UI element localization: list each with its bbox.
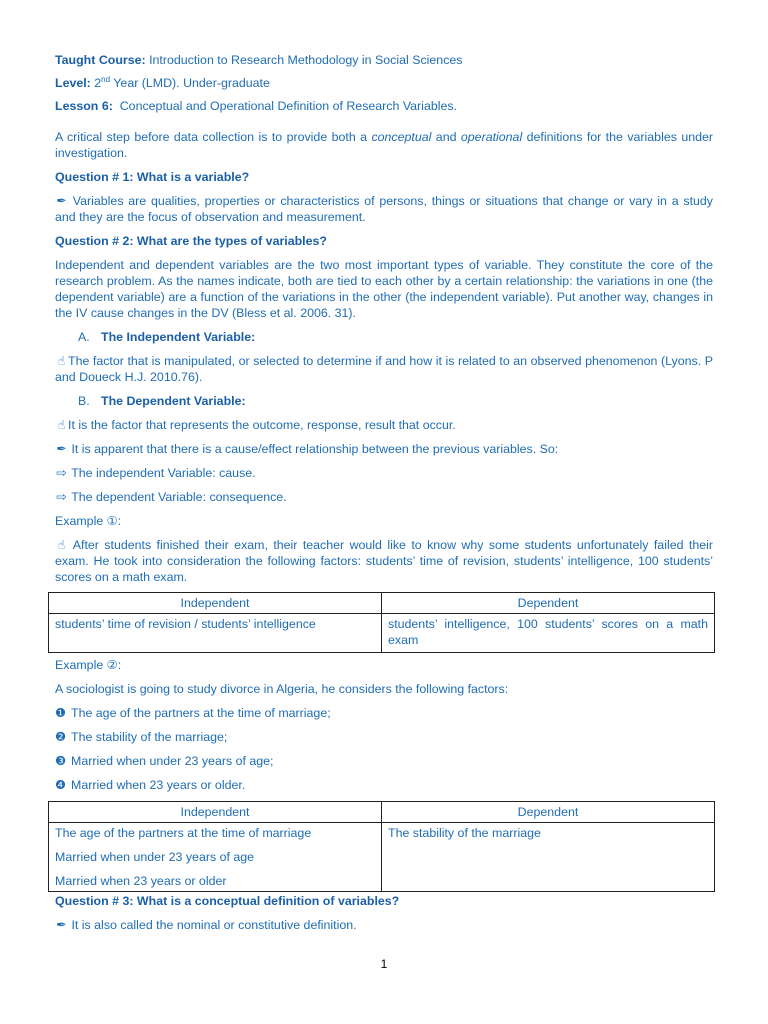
intro-text-2: and — [431, 130, 461, 144]
section-a-text-content: The factor that is manipulated, or selected to determine if and how it is related to an observed phenomenon (Lyons. P and Doueck H.J. 2010.76). — [55, 354, 713, 384]
section-b-text-content: It is the factor that represents the outcome, response, result that occur. — [68, 418, 456, 432]
section-b-title: The Dependent Variable: — [101, 394, 246, 408]
intro-paragraph — [55, 129, 713, 161]
level-label: Level: — [55, 76, 91, 90]
section-b-heading — [55, 393, 713, 409]
number-4-icon: ❹ — [55, 778, 67, 792]
factor-text: The stability of the marriage; — [71, 730, 228, 744]
question-1-answer-text: Variables are qualities, properties or characteristics of persons, things or situations that change or vary in a study and they are the focus of observation and measurement. — [55, 194, 713, 224]
course-value: Introduction to Research Methodology in Social Sciences — [149, 53, 463, 67]
table-cell-line: The age of the partners at the time of marriage — [55, 826, 312, 840]
factor-text: Married when 23 years or older. — [71, 778, 246, 792]
table-cell-independent — [49, 823, 382, 892]
lesson-value: Conceptual and Operational Definition of Research Variables. — [119, 99, 458, 113]
example-1-table — [48, 592, 715, 653]
section-a-title: The Independent Variable: — [101, 330, 256, 344]
number-3-icon: ❸ — [55, 754, 67, 768]
table-row — [49, 823, 715, 892]
level-num: 2 — [94, 76, 102, 90]
pointing-hand-icon: ☝ — [57, 354, 66, 368]
question-1-answer — [55, 193, 713, 225]
question-2-paragraph: Independent and dependent variables are the two most important types of variable. They constitute the core of the research problem. As the names indicate, both are tied to each other by a certain relationship: the variations in one (the dependent variable) are a function of the variations in the other (the independent variable). Put another way, changes in the IV cause changes in the DV (Bless et al. 2006. 31). — [55, 258, 713, 320]
pointing-hand-icon: ☝ — [57, 538, 66, 552]
course-label: Taught Course: — [55, 53, 146, 67]
table-cell-dependent: students’ intelligence, 100 students’ scores on a math exam — [382, 614, 715, 653]
table-header-row — [49, 802, 715, 823]
table-header-independent: Independent — [49, 593, 382, 614]
section-a-letter: A. — [78, 330, 90, 344]
document-body — [55, 52, 713, 933]
question-3-title: Question # 3: What is a conceptual definition of variables? — [55, 894, 400, 908]
level-rest: Year (LMD). Under-graduate — [110, 76, 270, 90]
question-2-title: Question # 2: What are the types of variables? — [55, 234, 327, 248]
table-header-dependent: Dependent — [382, 593, 715, 614]
lesson-label: Lesson 6: — [55, 99, 113, 113]
list-item — [55, 753, 713, 769]
section-b-letter: B. — [78, 394, 90, 408]
table-header-row — [49, 593, 715, 614]
cause-effect-line — [55, 441, 713, 457]
list-item — [55, 705, 713, 721]
page-number: 1 — [380, 957, 388, 971]
example-1-text-content: After students finished their exam, their teacher would like to know why some students unfortunately failed their exam. He took into consideration the following factors: students’ time of revision, students’ intelligence, 100 students’ scores on a math exam. — [55, 538, 713, 584]
table-header-dependent: Dependent — [382, 802, 715, 823]
arrow-line-consequence — [55, 489, 713, 505]
course-line — [55, 52, 713, 75]
intro-text-3: definitions for the variables under investigation. — [55, 130, 714, 160]
level-line — [55, 75, 713, 98]
question-3-answer-text: It is also called the nominal or constitutive definition. — [71, 918, 357, 932]
lesson-line — [55, 98, 713, 129]
pencil-icon: ✒ — [56, 918, 67, 932]
factor-text: The age of the partners at the time of marriage; — [71, 706, 331, 720]
table-cell-dependent: The stability of the marriage — [382, 823, 715, 892]
intro-text-1: A critical step before data collection is to provide both a — [55, 130, 372, 144]
table-header-independent: Independent — [49, 802, 382, 823]
number-2-icon: ❷ — [55, 730, 67, 744]
cause-effect-text: It is apparent that there is a cause/effect relationship between the previous variables. So: — [71, 442, 559, 456]
question-1-title: Question # 1: What is a variable? — [55, 170, 250, 184]
arrow-right-icon: ⇨ — [56, 490, 67, 504]
number-1-icon: ❶ — [55, 706, 67, 720]
intro-em-operational: operational — [460, 130, 523, 144]
pencil-icon: ✒ — [56, 442, 67, 456]
level-sup: nd — [101, 74, 111, 84]
example-2-text: A sociologist is going to study divorce in Algeria, he considers the following factors: — [55, 682, 509, 696]
factor-text: Married when under 23 years of age; — [71, 754, 274, 768]
example-1-text — [55, 537, 713, 585]
table-cell-line: Married when under 23 years of age — [55, 850, 255, 864]
section-a-heading — [55, 329, 713, 345]
question-3-answer — [55, 917, 713, 933]
example-2-label: Example ②: — [55, 658, 122, 672]
arrow-line-cause-text: The independent Variable: cause. — [71, 466, 256, 480]
pencil-icon: ✒ — [56, 194, 67, 208]
arrow-right-icon: ⇨ — [56, 466, 67, 480]
section-b-text — [55, 417, 713, 433]
table-cell-independent: students’ time of revision / students’ intelligence — [49, 614, 382, 653]
pointing-hand-icon: ☝ — [57, 418, 66, 432]
list-item — [55, 777, 713, 793]
list-item — [55, 729, 713, 745]
table-cell-line: Married when 23 years or older — [55, 874, 227, 888]
intro-em-conceptual: conceptual — [371, 130, 432, 144]
arrow-line-consequence-text: The dependent Variable: consequence. — [71, 490, 287, 504]
table-row — [49, 614, 715, 653]
section-a-text — [55, 353, 713, 385]
example-1-label: Example ①: — [55, 514, 122, 528]
arrow-line-cause — [55, 465, 713, 481]
example-2-table — [48, 801, 715, 892]
